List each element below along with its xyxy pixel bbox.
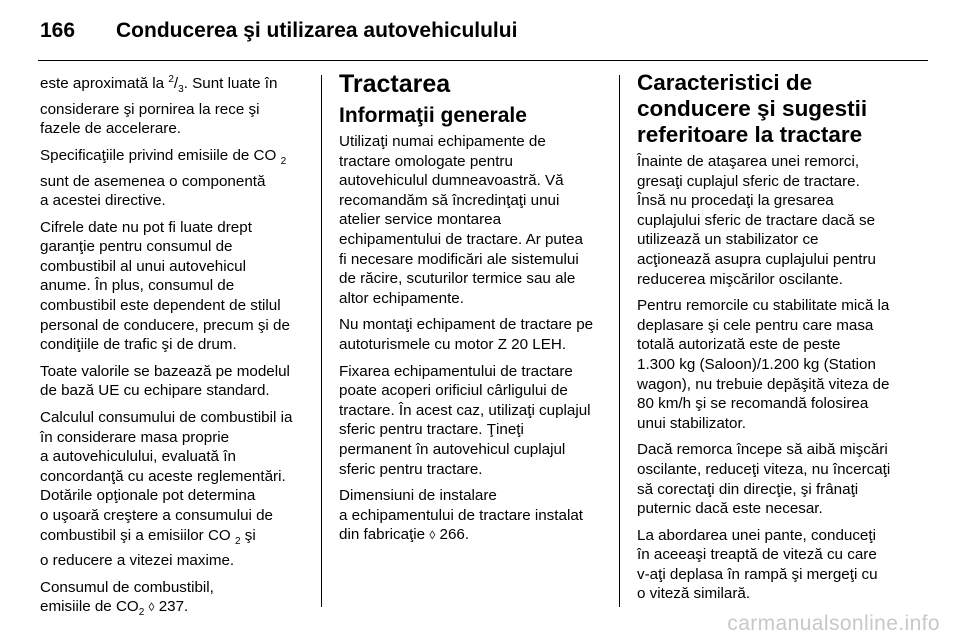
text-line: 80 km/h şi se recomandă folosirea	[637, 395, 869, 413]
text-line: Înainte de ataşarea unei remorci,	[637, 153, 860, 170]
text-line: autovehiculul dumneavoastră. Vă	[339, 172, 564, 190]
text-line: combustibil al unui autovehicul	[40, 257, 246, 275]
text-line: Pentru remorcile cu stabilitate mică la	[637, 297, 890, 315]
column-1	[40, 70, 312, 630]
column-2	[339, 70, 605, 553]
paragraph	[637, 296, 905, 433]
paragraph	[339, 132, 605, 308]
heading-line: conducere şi sugestii	[637, 96, 868, 121]
paragraph	[40, 146, 312, 211]
text-line: a acestei directive.	[40, 192, 166, 210]
text-line: gresaţi cuplajul sferic de tractare.	[637, 172, 860, 190]
section-heading	[637, 70, 905, 148]
text-line: autoturismele cu motor Z 20 LEH.	[339, 335, 567, 353]
text-line: Fixarea echipamentului de tractare	[339, 362, 573, 380]
column-3	[637, 70, 905, 611]
text-line: puternic dacă este necesar.	[637, 500, 823, 518]
text-line: La abordarea unei pante, conduceţi	[637, 526, 876, 544]
paragraph	[637, 152, 905, 289]
paragraph	[339, 362, 605, 480]
text-line: poate acoperi orificiul cârligului de	[339, 382, 568, 400]
watermark: carmanualsonline.info	[727, 612, 940, 635]
heading-line: Caracteristici de	[637, 70, 813, 95]
text-line: tractare omologate pentru	[339, 152, 513, 170]
paragraph	[637, 440, 905, 518]
text-line: o reducere a vitezei maxime.	[40, 552, 235, 570]
text-line: Utilizaţi numai echipamente de	[339, 133, 546, 150]
text-line: considerare şi pornirea la rece şi	[40, 100, 260, 118]
section-title: Tractarea	[339, 70, 451, 98]
text-line: Cifrele date nu pot fi luate drept	[40, 218, 252, 236]
text-line: personal de conducere, precum şi de	[40, 316, 290, 334]
section-subtitle: Informaţii generale	[339, 104, 527, 127]
text-line: o viteză similară.	[637, 585, 751, 603]
text-line: fi necesare modificări ale sistemului	[339, 250, 579, 268]
heading-line: referitoare la tractare	[637, 122, 863, 147]
text-line: emisiile de $CO_2$ ◊ 237.	[40, 598, 189, 619]
text-line: totală autorizată este de peste	[637, 336, 841, 354]
text-line: a echipamentului de tractare instalat	[339, 506, 583, 524]
paragraph	[40, 408, 312, 571]
text-line: condiţiile de trafic şi de drum.	[40, 336, 237, 354]
page-header	[0, 0, 960, 60]
text-line: unui stabilizator.	[637, 414, 746, 432]
text-line: garanţie pentru consumul de	[40, 238, 233, 256]
paragraph	[339, 486, 605, 546]
text-line: în considerare masa proprie	[40, 428, 230, 446]
text-line: să corectaţi din direcţie, şi frânaţi	[637, 480, 859, 498]
text-line: utilizează un stabilizator ce	[637, 231, 819, 249]
text-line: permanent în autovehicul cuplajul	[339, 440, 566, 458]
paragraph	[637, 526, 905, 604]
text-line: cuplajului sferic de tractare dacă se	[637, 211, 876, 229]
text-line: combustibil şi a emisiilor CO $_2$ şi	[40, 526, 256, 547]
text-line: altor echipamente.	[339, 289, 464, 307]
column-divider-left	[321, 75, 322, 607]
text-line: sunt de asemenea o componentă	[40, 172, 266, 190]
text-line: sferic pentru tractare. Ţineţi	[339, 421, 524, 439]
text-line: Dimensiuni de instalare	[339, 487, 497, 505]
text-line: a autovehiculului, evaluată în	[40, 448, 236, 466]
text-line: Dotările opţionale pot determina	[40, 487, 256, 505]
page-reference-arrow-icon: ◊	[429, 528, 436, 543]
text-line: din fabricaţie ◊ 266.	[339, 526, 470, 544]
text-line: fazele de accelerare.	[40, 120, 181, 138]
text-line: anume. În plus, consumul de	[40, 277, 235, 295]
text-line: deplasare şi cele pentru care masa	[637, 316, 874, 334]
chapter-title: Conducerea şi utilizarea autovehiculului	[116, 19, 518, 42]
text-line: 1.300 kg (Saloon)/1.200 kg (Station	[637, 355, 876, 373]
text-line: v-aţi deplasa în rampă şi mergeţi cu	[637, 565, 878, 583]
text-line: în aceeaşi treaptă de viteză cu care	[637, 546, 877, 564]
text-line: combustibil este dependent de stilul	[40, 297, 281, 315]
text-line: Calculul consumului de combustibil ia	[40, 409, 293, 427]
text-line: Dacă remorca începe să aibă mişcări	[637, 441, 888, 459]
text-line: concordanţă cu aceste reglementări.	[40, 467, 286, 485]
text-line: Nu montaţi echipament de tractare pe	[339, 316, 594, 334]
paragraph	[339, 315, 605, 354]
text-line: atelier service montarea	[339, 211, 502, 229]
text-line: recomandăm să încredinţaţi unui	[339, 191, 560, 209]
text-line: tractare. În acest caz, utilizaţi cuplajul	[339, 401, 591, 419]
text-line: oscilante, reduceţi viteza, nu încercaţi	[637, 460, 891, 478]
column-divider-right	[619, 75, 620, 607]
paragraph	[40, 362, 312, 401]
page-number: 166	[40, 19, 76, 42]
text-line: de bază UE cu echipare standard.	[40, 382, 270, 400]
text-line: o uşoară creştere a consumului de	[40, 507, 274, 524]
paragraph	[40, 70, 312, 139]
paragraph	[40, 218, 312, 355]
text-line: de răcire, scuturilor termice sau ale	[339, 270, 576, 288]
text-line: Toate valorile se bazează pe modelul	[40, 362, 290, 380]
paragraph	[40, 578, 312, 623]
text-line: sferic pentru tractare.	[339, 460, 483, 478]
header-rule	[38, 60, 928, 61]
page-reference-arrow-icon: ◊	[148, 600, 155, 615]
text-line: reducerea mişcărilor oscilante.	[637, 270, 843, 288]
text-line: acţionează asupra cuplajului pentru	[637, 250, 876, 268]
text-line: Însă nu procedaţi la gresarea	[637, 192, 834, 210]
text-line: echipamentului de tractare. Ar putea	[339, 230, 583, 248]
text-line: Specificaţiile privind emisiile de CO $_2$	[40, 146, 287, 167]
text-line: wagon), nu trebuie depăşită viteza de	[637, 375, 890, 393]
text-line: Consumul de combustibil,	[40, 578, 214, 596]
text-line: este aproximată la $^2/_3$. Sunt luate în	[40, 74, 278, 96]
